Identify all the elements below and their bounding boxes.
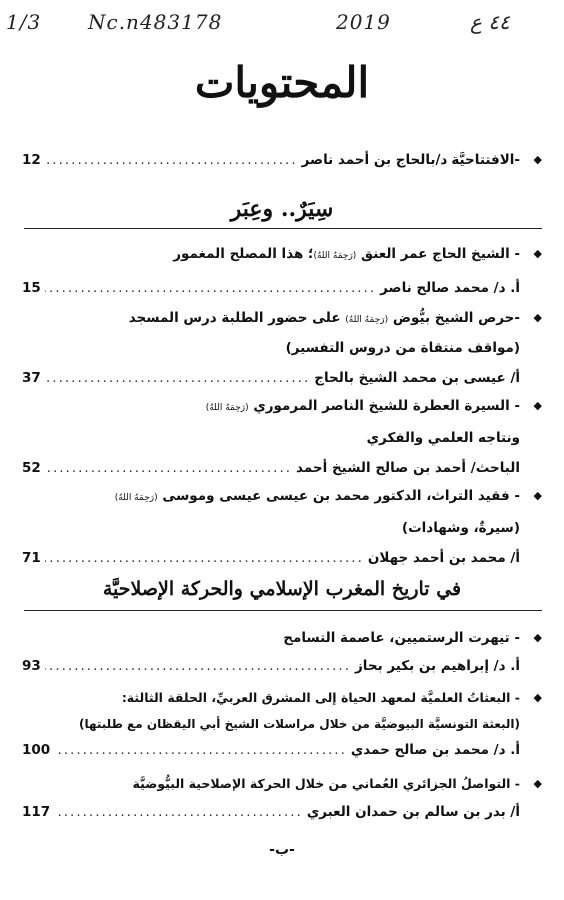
handwritten-page-mark: 1/3 (6, 10, 42, 34)
leader-dots (45, 548, 364, 568)
entry-author: أ. د/ محمد بن صالح حمدي (350, 742, 520, 758)
leader-dots (45, 150, 298, 170)
entry-subtitle: (البعثة التونسيَّة البيوضيَّة من خلال مراسلات الشيخ أبي اليقظان مع طلبتها) (78, 717, 520, 731)
entry-author: أ/ محمد بن أحمد جهلان (367, 550, 520, 566)
entry-title: - الشيخ الحاج عمر العنق (361, 246, 520, 262)
leader-dots (54, 802, 303, 822)
entry-subtitle: (مواقف منتقاة من دروس التفسير) (285, 340, 520, 356)
section-title-biographies: سِيَرٌ.. وعِبَر (230, 196, 334, 222)
page-number: 71 (22, 550, 41, 566)
leader-dots (54, 740, 347, 760)
entry-author: أ. د/ محمد صالح ناصر (380, 280, 520, 296)
toc-entry[interactable] (22, 774, 542, 822)
entry-subtitle: (سيرةٌ، وشهادات) (401, 520, 520, 536)
toc-entry[interactable] (22, 486, 542, 568)
entry-title: - البعثاتُ العلميَّة لمعهد الحياة إلى المشرق العربيِّ، الحلقة الثالثة: (121, 690, 520, 705)
honorific: (رَحِمَهُ اللهُ) (114, 493, 158, 503)
toc-entry[interactable] (22, 688, 542, 760)
entry-author: أ/ عيسى بن محمد الشيخ بالحاج (314, 370, 520, 386)
entry-title: -حرص الشيخ بيُّوض (392, 310, 520, 326)
handwritten-year: 2019 (336, 10, 391, 34)
entry-title: - فقيد التراث، الدكتور محمد بن عيسى عيسى وموسى (162, 488, 520, 504)
entry-title: -الافتتاحيَّة (451, 152, 520, 168)
entry-author: أ/ بدر بن سالم بن حمدان العبري (306, 804, 520, 820)
page-number: 37 (22, 370, 41, 386)
diamond-bullet-icon: ◆ (533, 691, 542, 704)
leader-dots (45, 458, 292, 478)
diamond-bullet-icon: ◆ (533, 777, 542, 790)
section-title-history: في تاريخ المغرب الإسلامي والحركة الإصلاحيَّة (102, 578, 462, 600)
toc-entry[interactable] (22, 628, 542, 676)
honorific: (رَحِمَهُ اللهُ) (345, 315, 389, 325)
entry-author: د/بالحاج بن أحمد ناصر (301, 152, 448, 168)
entry-title: - التواصلُ الجزائري العُماني من خلال الحركة الإصلاحية البيُّوضيَّة (132, 776, 520, 791)
entry-title-continued: ؛ هذا المصلح المغمور (173, 246, 314, 262)
diamond-bullet-icon: ◆ (533, 153, 542, 166)
honorific: (رَحِمَهُ اللهُ) (205, 403, 249, 413)
page-number: 100 (22, 742, 51, 758)
leader-dots (45, 278, 376, 298)
toc-entry[interactable] (22, 396, 542, 478)
entry-author: أ. د/ إبراهيم بن بكير بحاز (355, 658, 520, 674)
toc-entry[interactable] (22, 308, 542, 388)
entry-title: - تيهرت الرستميين، عاصمة التسامح (283, 630, 520, 646)
page-number: 117 (22, 804, 51, 820)
page-number: 15 (22, 280, 41, 296)
diamond-bullet-icon: ◆ (533, 399, 542, 412)
entry-title-continued: على حضور الطلبة درس المسجد (128, 310, 341, 326)
diamond-bullet-icon: ◆ (533, 247, 542, 260)
leader-dots (45, 368, 310, 388)
page-number: 12 (22, 152, 41, 168)
page-title: المحتويات (194, 58, 370, 107)
entry-subtitle: ونتاجه العلمي والفكري (366, 430, 520, 446)
handwritten-issue-number: ٤٤ ع (470, 10, 510, 34)
section-divider (24, 610, 542, 611)
diamond-bullet-icon: ◆ (533, 311, 542, 324)
entry-title: - السيرة العطرة للشيخ الناصر المرموري (253, 398, 520, 414)
honorific: (رَحِمَهُ اللهُ) (313, 251, 357, 261)
section-divider (24, 228, 542, 229)
toc-entry[interactable] (22, 244, 542, 298)
diamond-bullet-icon: ◆ (533, 489, 542, 502)
page-footer: -ب- (269, 842, 295, 858)
toc-entry-intro[interactable] (22, 150, 542, 170)
page-number: 93 (22, 658, 41, 674)
leader-dots (45, 656, 351, 676)
handwritten-catalog-code: Nc.n483178 (88, 10, 223, 34)
page-number: 52 (22, 460, 41, 476)
entry-author: الباحث/ أحمد بن صالح الشيخ أحمد (296, 460, 520, 476)
diamond-bullet-icon: ◆ (533, 631, 542, 644)
